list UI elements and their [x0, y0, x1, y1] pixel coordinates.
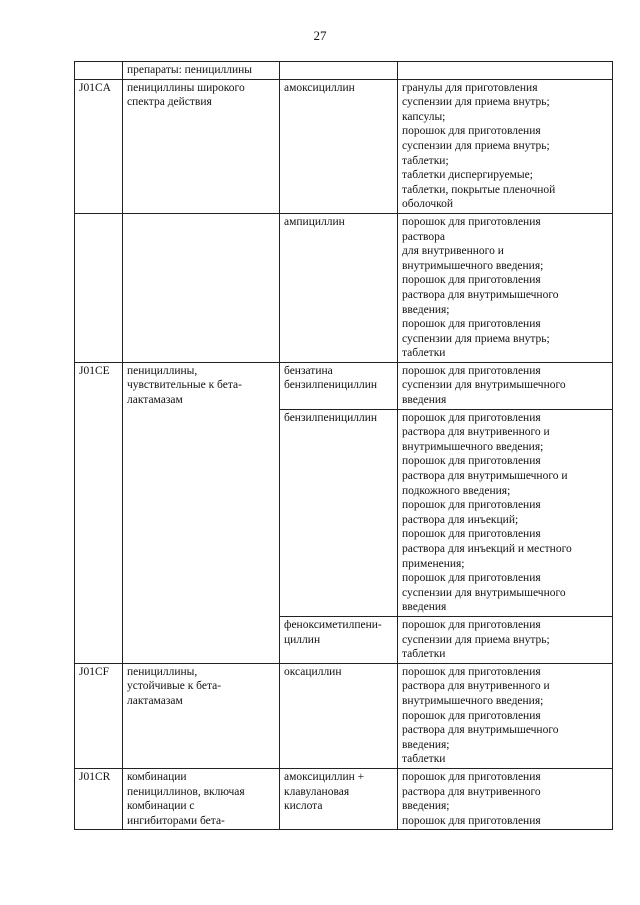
- group-cell: препараты: пенициллины: [123, 62, 280, 80]
- dosage-forms-cell: [398, 62, 613, 80]
- table-row: [75, 79, 613, 213]
- atc-code-cell: [75, 62, 123, 80]
- group-cell: [123, 213, 280, 362]
- drug-name-cell: ампициллин: [280, 213, 398, 362]
- atc-code-cell: J01CR: [75, 768, 123, 829]
- table-row: [75, 213, 613, 362]
- group-cell: пенициллины, устойчивые к бета- лактамазам: [123, 663, 280, 768]
- dosage-forms-cell: порошок для приготовления суспензии для приема внутрь; таблетки: [398, 616, 613, 663]
- drug-name-cell: амоксициллин: [280, 79, 398, 213]
- dosage-forms-cell: гранулы для приготовления суспензии для приема внутрь; капсулы; порошок для приготовления суспензии для приема внутрь; таблетки; таблетки диспергируемые; таблетки, покрытые пленочной оболочкой: [398, 79, 613, 213]
- group-cell: комбинации пенициллинов, включая комбинации с ингибиторами бета-: [123, 768, 280, 829]
- group-cell: пенициллины широкого спектра действия: [123, 79, 280, 213]
- dosage-forms-cell: порошок для приготовления раствора для внутривенного и внутримышечного введения; порошок для приготовления раствора для внутримышечного и подкожного введения; порошок для приготовления раствора для инъекций; порошок для приготовления раствора для инъекций и местного применения; порошок для приготовления суспензии для внутримышечного введения: [398, 409, 613, 616]
- drug-table: [74, 61, 613, 830]
- dosage-forms-cell: порошок для приготовления раствора для внутривенного введения; порошок для приготовления: [398, 768, 613, 829]
- group-cell: пенициллины, чувствительные к бета- лактамазам: [123, 362, 280, 663]
- table-row: [75, 768, 613, 829]
- table-row: [75, 663, 613, 768]
- atc-code-cell: J01CE: [75, 362, 123, 663]
- dosage-forms-cell: порошок для приготовления суспензии для внутримышечного введения: [398, 362, 613, 409]
- drug-name-cell: бензилпенициллин: [280, 409, 398, 616]
- table-row: [75, 362, 613, 409]
- atc-code-cell: J01CF: [75, 663, 123, 768]
- drug-name-cell: [280, 62, 398, 80]
- dosage-forms-cell: порошок для приготовления раствора для внутривенного и внутримышечного введения; порошок для приготовления раствора для внутримышечного введения; таблетки: [398, 663, 613, 768]
- atc-code-cell: [75, 213, 123, 362]
- table-row: [75, 62, 613, 80]
- drug-name-cell: бензатина бензилпенициллин: [280, 362, 398, 409]
- drug-name-cell: амоксициллин + клавулановая кислота: [280, 768, 398, 829]
- drug-name-cell: феноксиметилпени- циллин: [280, 616, 398, 663]
- atc-code-cell: J01CA: [75, 79, 123, 213]
- page-number: 27: [313, 28, 327, 43]
- drug-name-cell: оксациллин: [280, 663, 398, 768]
- dosage-forms-cell: порошок для приготовления раствора для внутривенного и внутримышечного введения; порошок для приготовления раствора для внутримышечного введения; порошок для приготовления суспензии для приема внутрь; таблетки: [398, 213, 613, 362]
